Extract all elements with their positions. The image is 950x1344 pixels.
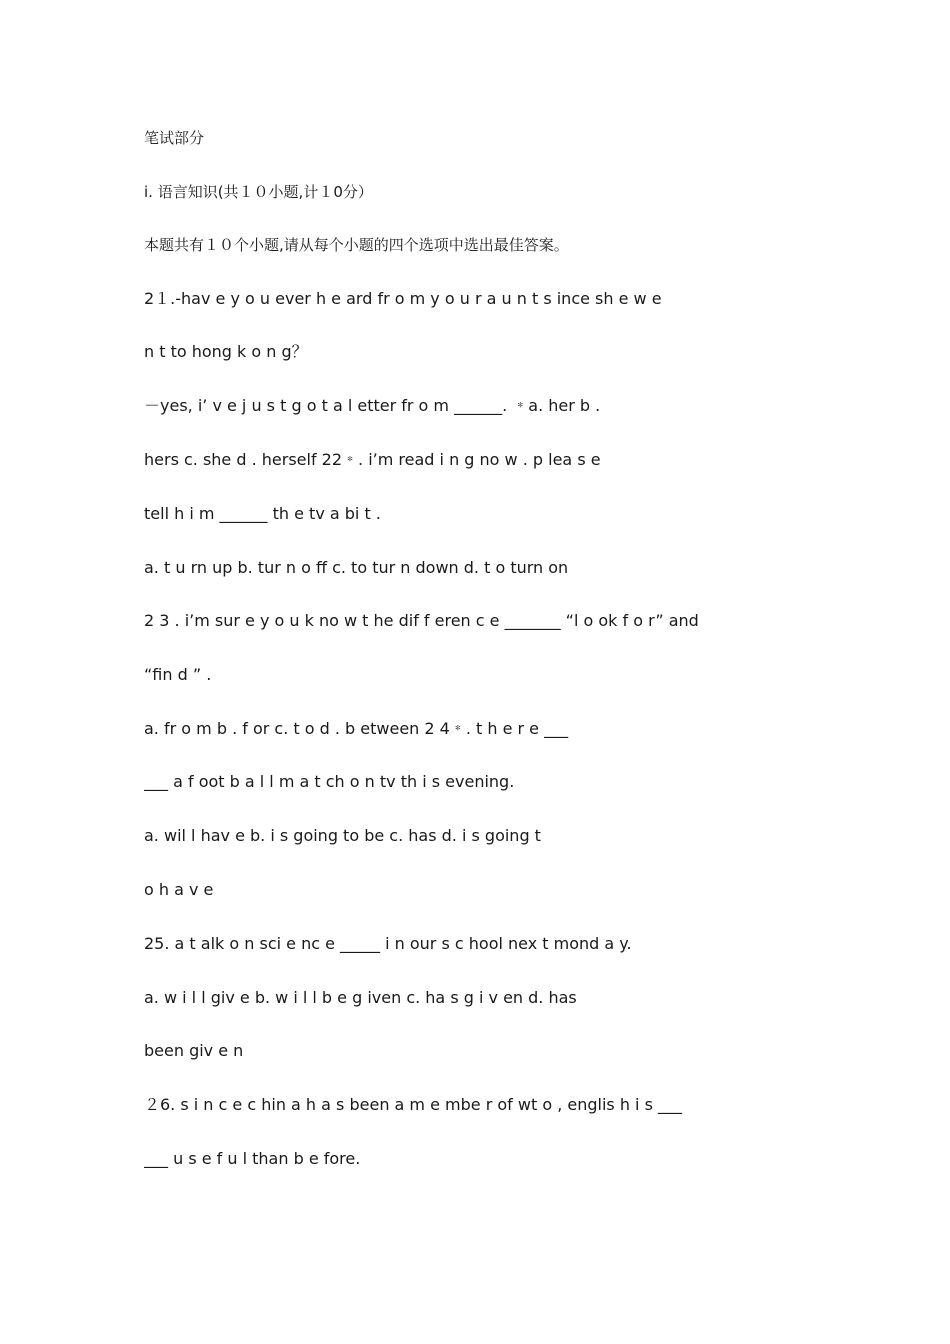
- question-23-line-2: “fin d ” .: [144, 665, 212, 684]
- question-22-line-1: hers c. she d . herself 22﹡. i’m read i n g no w . p lea s e: [144, 450, 601, 469]
- section-instructions: 本题共有１０个小题,请从每个小题的四个选项中选出最佳答案。: [144, 236, 569, 254]
- question-25-options-cont: been giv e n: [144, 1041, 244, 1060]
- question-26-line-1: ２6. s i n c e c hin a h a s been a m e mbe r of wt o , englis h i s ___: [144, 1095, 682, 1114]
- question-21-line-1: 2１.-hav e y o u ever h e ard fr o m y o u r a u n t s ince sh e w e: [144, 289, 662, 308]
- question-22-line-2: tell h i m ______ th e tv a bi t .: [144, 504, 381, 523]
- question-26-line-2: ___ u s e f u l than b e fore.: [144, 1149, 361, 1168]
- question-24-line-2: ___ a f oot b a l l m a t ch o n tv th i s evening.: [144, 772, 515, 791]
- question-21-line-3: －yes, i’ v e j u s t g o t a l etter fr o m ______. ﹡a. her b .: [144, 396, 601, 415]
- question-25-options: a. w i l l giv e b. w i l l b e g iven c. ha s g i v en d. has: [144, 988, 577, 1007]
- question-25-line-1: 25. a t alk o n sci e nc e _____ i n our s c hool nex t mond a y.: [144, 934, 632, 953]
- question-21-line-2: n t to hong k o n g？: [144, 342, 308, 361]
- question-22-options: a. t u rn up b. tur n o ff c. to tur n down d. t o turn on: [144, 558, 569, 577]
- section-heading: ⅰ. 语言知识(共１０小题,计１0分）: [144, 183, 373, 201]
- question-24-options: a. wil l hav e b. i s going to be c. has d. i s going t: [144, 826, 541, 845]
- section-title: 笔试部分: [144, 129, 205, 147]
- question-24-line-1: a. fr o m b . f or c. t o d . b etween 2 4﹡. t h e r e ___: [144, 719, 569, 738]
- question-24-options-cont: o h a v e: [144, 880, 214, 899]
- question-23-line-1: 2 3 . i’m sur e y o u k no w t he dif f eren c e _______ “l o ok f o r” and: [144, 611, 699, 630]
